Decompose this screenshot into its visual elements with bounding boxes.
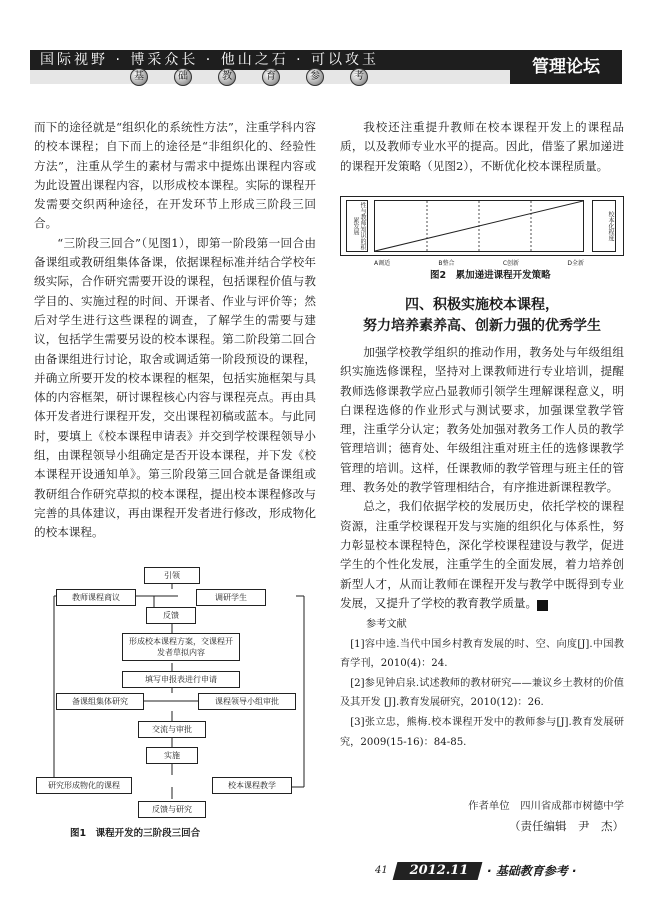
paragraph xyxy=(340,497,624,613)
end-mark-icon: J xyxy=(537,600,548,611)
reference-item: [2]参见钟启泉.试述教师的教材研究——兼议乡土教材的价值及其开发 [J].教育发展研究，2010(12)：26. xyxy=(340,677,624,709)
reference-item: [1]容中逵.当代中国乡村教育发展的时、空、向度[J].中国教育学刊，2010(4)：24. xyxy=(340,638,624,670)
figure-2-diagonal xyxy=(375,201,583,251)
ball-char: 教 xyxy=(218,68,236,86)
flow-box-student-survey: 调研学生 xyxy=(196,589,266,606)
axis-label: A调适 xyxy=(374,260,391,267)
ball-char: 育 xyxy=(262,68,280,86)
flow-box-implement: 实施 xyxy=(146,747,198,764)
flow-box-course-plan: 形成校本课程方案，交课程开发者草拟内容 xyxy=(122,633,240,661)
section-heading xyxy=(340,295,624,337)
right-column-intro xyxy=(340,118,624,176)
flow-box-leadership-approval: 课程领导小组审批 xyxy=(198,693,296,710)
references-heading: 参考文献 xyxy=(366,619,407,630)
references xyxy=(340,615,624,752)
paragraph-text: 总之，我们依据学校的发展历史，依托学校的课程资源，注重学校课程开发与实施的组织化与体系性，努力彰显校本课程特色，深化学校课程建设与教学，促进学生的个性化发展，注重学生的全面发展，着力培养创新型人才，从而让教师在课程开发与教学中既得到专业发展，又提升了学校的教育教学质量。 xyxy=(340,499,624,610)
flow-box-application: 填写申报表进行申请 xyxy=(122,671,240,688)
header-ball-strip xyxy=(30,70,510,84)
flow-box-feedback-research: 反馈与研究 xyxy=(138,801,206,818)
ball-char: 础 xyxy=(174,68,192,86)
axis-label: C创新 xyxy=(502,260,520,267)
axis-label: D全新 xyxy=(567,260,584,267)
responsible-editor: （责任编辑 尹 杰） xyxy=(509,819,624,833)
flow-box-exchange-approval: 交流与审批 xyxy=(138,721,206,738)
issue-number: 2012.11 xyxy=(409,863,469,878)
ball-char: 基 xyxy=(130,68,148,86)
paragraph: 我校还注重提升教师在校本课程开发上的课程品质，以及教师专业水平的提高。因此，借鉴了累加递进的课程开发策略（见图2），不断优化校本课程质量。 xyxy=(340,120,624,173)
page-header xyxy=(30,50,622,84)
figure-1-caption: 图1 课程开发的三阶段三回合 xyxy=(70,828,201,839)
reference-item: [3]张立忠，熊梅.校本课程开发中的教师参与[J].教育发展研究，2009(15-16)：84-85. xyxy=(340,716,624,748)
header-slogan: 国际视野 · 博采众长 · 他山之石 · 可以攻玉 xyxy=(30,50,510,70)
column-name: 管理论坛 xyxy=(510,50,622,84)
flow-box-group-study: 备课组集体研究 xyxy=(56,693,144,710)
flow-box-feedback: 反馈 xyxy=(146,607,196,624)
flow-box-materialized-course: 研究形成物化的课程 xyxy=(36,777,132,794)
axis-label: B整合 xyxy=(438,260,455,267)
author-affiliation: 作者单位 四川省成都市树德中学 xyxy=(468,800,624,812)
figure-1-flowchart xyxy=(34,565,316,835)
paragraph: “三阶段三回合”（见图1），即第一阶段第一回合由备课组或教研组集体备课，依据课程标准并结合学校年级实际，合作研究需要开设的课程，包括课程价值与教学目的、实施过程的时间、开课者、作业与评价等；然后对学生进行这些课程的调查，了解学生的需要与建议，包括学生需要另设的校本课程。第二阶段第二回合由备课组进行讨论，取舍或调适第一阶段预设的课程，并确立所要开发的校本课程的框架，包括实施框架与具体的内容框架，研讨课程核心内容与课程亮点。再由具体开发者进行课程开发，交出课程初稿或蓝本。与此同时，要填上《校本课程申请表》并交到学校课程领导小组，由课程领导小组确定是否开设本课程，并下发《校本课程开设通知单》。第三阶段第三回合就是备课组或教研组合作研究草拟的校本课程，提出校本课程修改与完善的具体建议，再由课程开发者进行修改，形成物化的校本课程。 xyxy=(34,235,316,540)
flow-box-guide: 引领 xyxy=(144,567,200,584)
left-column xyxy=(34,118,316,543)
section-title-line: 努力培养素养高、创新力强的优秀学生 xyxy=(363,318,601,334)
paragraph: 加强学校教学组织的推动作用，教务处与年级组组织实施选修课程，坚持对上课教师进行专业培训，提醒教师选修课教学应凸显教师引领学生理解课程意义，明白课程选修的作业形式与测试要求，加强课堂教学管理，注重学分认定；教务处加强对教务工作人员的教学管理培训；德育处、年级组注重对班主任的选修课教学管理的培训。这样，任课教师的教学管理与班主任的管理、教务处的教学管理相结合，有序推进新课程教学。 xyxy=(340,345,624,495)
right-column-body xyxy=(340,343,624,613)
page-footer xyxy=(375,862,625,880)
figure-2-right-label: 校本化程度 xyxy=(592,200,616,252)
ball-char: 参 xyxy=(306,68,324,86)
flow-box-course-teaching: 校本课程教学 xyxy=(212,777,292,794)
section-title-line: 四、积极实施校本课程， xyxy=(405,297,559,313)
magazine-name: · 基础教育参考 · xyxy=(487,864,577,878)
figure-2-caption: 图2 累加递进课程开发策略 xyxy=(430,270,551,281)
ball-char: 考 xyxy=(350,68,368,86)
page-number: 41 xyxy=(375,865,388,876)
figure-2-left-label: 性与教师知识的积累发展 xyxy=(346,200,368,252)
figure-2-plot xyxy=(374,200,584,252)
figure-2-axis xyxy=(374,258,584,267)
paragraph: 而下的途径就是“组织化的系统性方法”，注重学科内容的校本课程；自下而上的途径是“非组织化的、经验性方法”，注重从学生的素材与需求中提炼出课程内容或为此设置出课程内容，以形成校本课程。实际的课程开发需要交织两种途径，在开发环节上形成三阶段三回合。 xyxy=(34,120,316,231)
flow-box-teacher-discussion: 教师课程商议 xyxy=(56,589,136,606)
